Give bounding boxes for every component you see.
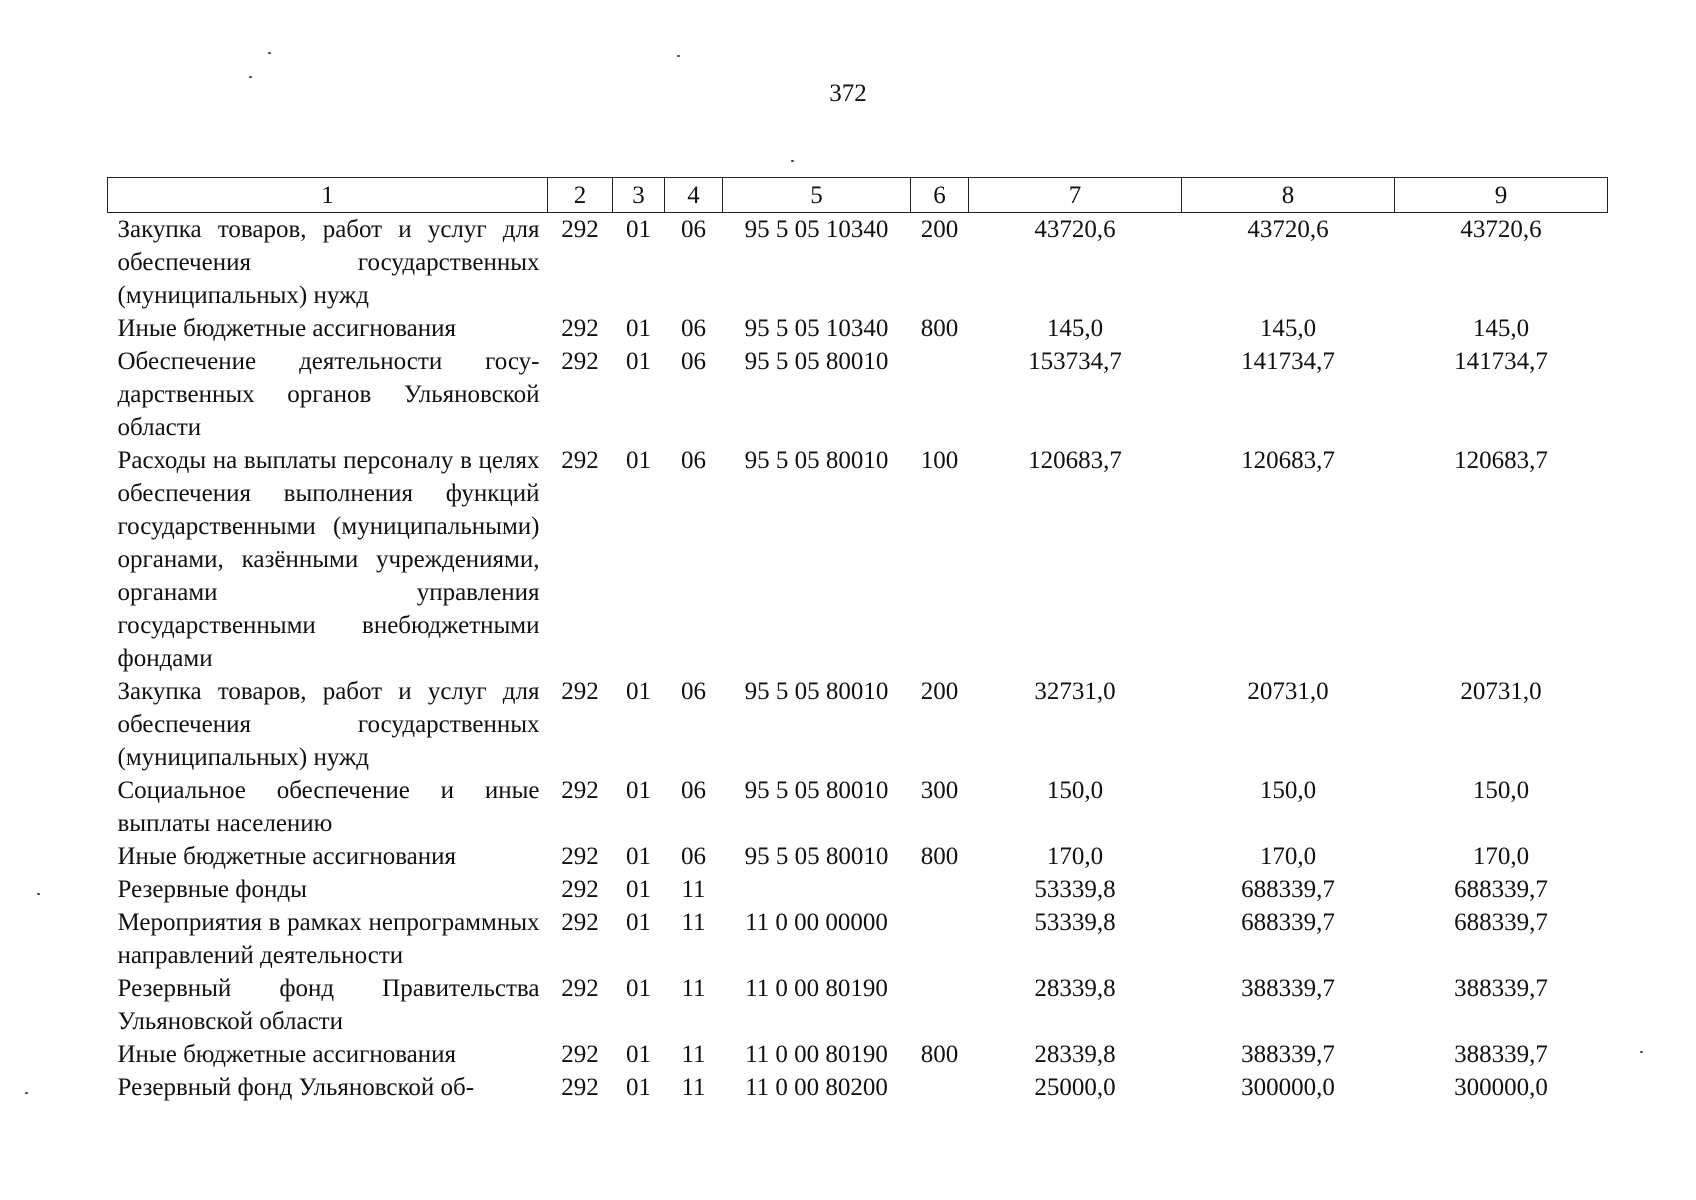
cell-col-8: 388339,7	[1241, 1041, 1335, 1068]
scan-speck	[791, 160, 794, 162]
cell-col-8: 43720,6	[1247, 216, 1329, 243]
cell-col-3: 01	[626, 1041, 651, 1068]
cell-col-6	[911, 1071, 969, 1104]
header-cell-6: 6	[911, 178, 969, 213]
cell-col-8: 120683,7	[1241, 447, 1335, 474]
cell-row-name: Резервный фонд Правительства Ульяновской области	[117, 975, 540, 1035]
cell-col-8: 20731,0	[1247, 678, 1329, 705]
cell-col-8: 688339,7	[1241, 909, 1335, 936]
cell-col-6	[911, 972, 969, 1038]
cell-col-7: 28339,8	[1034, 1041, 1116, 1068]
cell-col-4: 11	[681, 1041, 706, 1068]
cell-col-3: 01	[626, 678, 651, 705]
cell-col-6: 200	[920, 216, 959, 243]
table-body	[108, 213, 1608, 1105]
cell-col-7: 28339,8	[1034, 975, 1116, 1002]
cell-col-2: 292	[561, 348, 599, 375]
cell-col-3: 01	[626, 216, 651, 243]
cell-col-3: 01	[626, 315, 651, 342]
table-row	[108, 774, 1608, 840]
scan-speck	[25, 1092, 28, 1094]
cell-row-name: Иные бюджетные ассигнования	[117, 315, 457, 342]
cell-col-7: 170,0	[1046, 843, 1104, 870]
cell-col-3: 01	[626, 843, 651, 870]
cell-col-5: 95 5 05 80010	[744, 447, 889, 474]
cell-col-4: 06	[681, 777, 706, 804]
cell-row-name: Иные бюджетные ассигнования	[117, 1041, 457, 1068]
table-row	[108, 444, 1608, 675]
cell-col-7: 43720,6	[1034, 216, 1116, 243]
cell-col-5: 95 5 05 10340	[744, 216, 889, 243]
cell-col-3: 01	[626, 447, 651, 474]
cell-col-8: 388339,7	[1241, 975, 1335, 1002]
cell-col-9: 388339,7	[1454, 975, 1548, 1002]
cell-row-name: Социальное обеспечение и иные выплаты населению	[117, 777, 540, 837]
scan-speck	[677, 55, 680, 57]
cell-col-6: 800	[920, 1041, 959, 1068]
header-cell-5: 5	[723, 178, 911, 213]
cell-col-2: 292	[561, 447, 599, 474]
header-row	[108, 178, 1608, 213]
cell-row-name: Закупка товаров, работ и услуг для обеспечения государственных (муниципальных) нужд	[117, 678, 540, 771]
page-number: 372	[829, 80, 867, 107]
cell-col-2: 292	[561, 216, 599, 243]
table-row	[108, 972, 1608, 1038]
cell-col-3: 01	[626, 348, 651, 375]
cell-row-name: Обеспечение деятельности государственных органов Ульяновской области	[117, 348, 540, 441]
scan-speck	[37, 893, 40, 895]
cell-col-4: 06	[681, 348, 706, 375]
cell-col-9: 300000,0	[1454, 1074, 1548, 1101]
cell-col-4: 06	[681, 678, 706, 705]
cell-col-6	[911, 345, 969, 444]
header-cell-8: 8	[1182, 178, 1395, 213]
cell-col-7: 25000,0	[1034, 1074, 1116, 1101]
cell-col-5: 95 5 05 80010	[744, 348, 889, 375]
cell-col-9: 388339,7	[1454, 1041, 1548, 1068]
table-row	[108, 675, 1608, 774]
cell-col-3: 01	[626, 1074, 651, 1101]
cell-col-6	[911, 906, 969, 972]
cell-col-7: 145,0	[1046, 315, 1104, 342]
table-row	[108, 1071, 1608, 1104]
table-row	[108, 906, 1608, 972]
cell-col-7: 32731,0	[1034, 678, 1116, 705]
cell-col-8: 170,0	[1259, 843, 1317, 870]
cell-col-6: 200	[920, 678, 959, 705]
cell-col-4: 11	[681, 876, 706, 903]
table-row	[108, 213, 1608, 313]
cell-col-3: 01	[626, 876, 651, 903]
cell-row-name: Иные бюджетные ассигнования	[117, 843, 457, 870]
header-cell-3: 3	[613, 178, 665, 213]
cell-col-2: 292	[561, 843, 599, 870]
cell-col-5: 95 5 05 80010	[744, 777, 889, 804]
cell-col-4: 11	[681, 975, 706, 1002]
cell-row-name: Резервный фонд Ульяновской об-	[117, 1074, 475, 1101]
cell-col-2: 292	[561, 909, 599, 936]
cell-col-2: 292	[561, 975, 599, 1002]
cell-col-8: 150,0	[1259, 777, 1317, 804]
scan-speck	[268, 52, 271, 54]
cell-col-3: 01	[626, 909, 651, 936]
cell-row-name: Расходы на выплаты персоналу в целях обеспечения выполнения функций государственными (муниципальными) органами, казёнными учреждениями, органами управления государственными внебюджетными фондами	[117, 447, 540, 672]
cell-col-4: 11	[681, 909, 706, 936]
cell-col-5: 11 0 00 80190	[745, 975, 888, 1002]
cell-col-2: 292	[561, 678, 599, 705]
table-row	[108, 840, 1608, 873]
table-row	[108, 345, 1608, 444]
cell-col-9: 150,0	[1472, 777, 1530, 804]
cell-col-5: 95 5 05 10340	[744, 315, 889, 342]
cell-col-9: 145,0	[1472, 315, 1530, 342]
cell-col-9: 688339,7	[1454, 876, 1548, 903]
cell-col-3: 01	[626, 777, 651, 804]
cell-col-9: 141734,7	[1454, 348, 1548, 375]
cell-col-5: 11 0 00 00000	[745, 909, 888, 936]
cell-col-9: 170,0	[1472, 843, 1530, 870]
cell-col-4: 06	[681, 447, 706, 474]
cell-col-9: 20731,0	[1460, 678, 1542, 705]
cell-col-4: 06	[681, 843, 706, 870]
cell-col-3: 01	[626, 975, 651, 1002]
cell-col-8: 141734,7	[1241, 348, 1335, 375]
cell-col-5: 11 0 00 80200	[745, 1074, 888, 1101]
header-cell-9: 9	[1395, 178, 1608, 213]
header-cell-2: 2	[548, 178, 613, 213]
cell-col-7: 120683,7	[1028, 447, 1122, 474]
header-cell-1: 1	[108, 178, 548, 213]
cell-row-name: Мероприятия в рамках непрограммных направлений деятельности	[117, 909, 540, 969]
cell-col-6: 800	[920, 843, 959, 870]
cell-col-2: 292	[561, 1041, 599, 1068]
cell-col-8: 688339,7	[1241, 876, 1335, 903]
cell-col-7: 153734,7	[1028, 348, 1122, 375]
cell-col-5	[723, 873, 911, 906]
cell-col-7: 53339,8	[1034, 876, 1116, 903]
scan-speck	[249, 76, 252, 78]
cell-col-2: 292	[561, 777, 599, 804]
cell-col-5: 95 5 05 80010	[744, 843, 889, 870]
scan-speck	[1640, 1051, 1643, 1053]
cell-col-8: 300000,0	[1241, 1074, 1335, 1101]
budget-table	[107, 177, 1608, 1104]
cell-col-4: 06	[681, 315, 706, 342]
cell-col-6	[911, 873, 969, 906]
cell-col-6: 300	[920, 777, 959, 804]
cell-col-4: 06	[681, 216, 706, 243]
cell-col-6: 800	[920, 315, 959, 342]
cell-col-8: 145,0	[1259, 315, 1317, 342]
cell-col-9: 43720,6	[1460, 216, 1542, 243]
cell-col-2: 292	[561, 315, 599, 342]
cell-col-4: 11	[681, 1074, 706, 1101]
header-cell-4: 4	[665, 178, 723, 213]
cell-col-9: 120683,7	[1454, 447, 1548, 474]
cell-col-5: 11 0 00 80190	[745, 1041, 888, 1068]
cell-col-5: 95 5 05 80010	[744, 678, 889, 705]
table-row	[108, 1038, 1608, 1071]
cell-col-2: 292	[561, 876, 599, 903]
table-row	[108, 873, 1608, 906]
header-cell-7: 7	[969, 178, 1182, 213]
cell-col-9: 688339,7	[1454, 909, 1548, 936]
cell-col-6: 100	[920, 447, 959, 474]
cell-col-7: 150,0	[1046, 777, 1104, 804]
cell-row-name: Закупка товаров, работ и услуг для обеспечения государственных (муниципальных) нужд	[117, 216, 540, 309]
cell-col-7: 53339,8	[1034, 909, 1116, 936]
cell-col-2: 292	[561, 1074, 599, 1101]
cell-row-name: Резервные фонды	[117, 876, 307, 903]
table-row	[108, 312, 1608, 345]
